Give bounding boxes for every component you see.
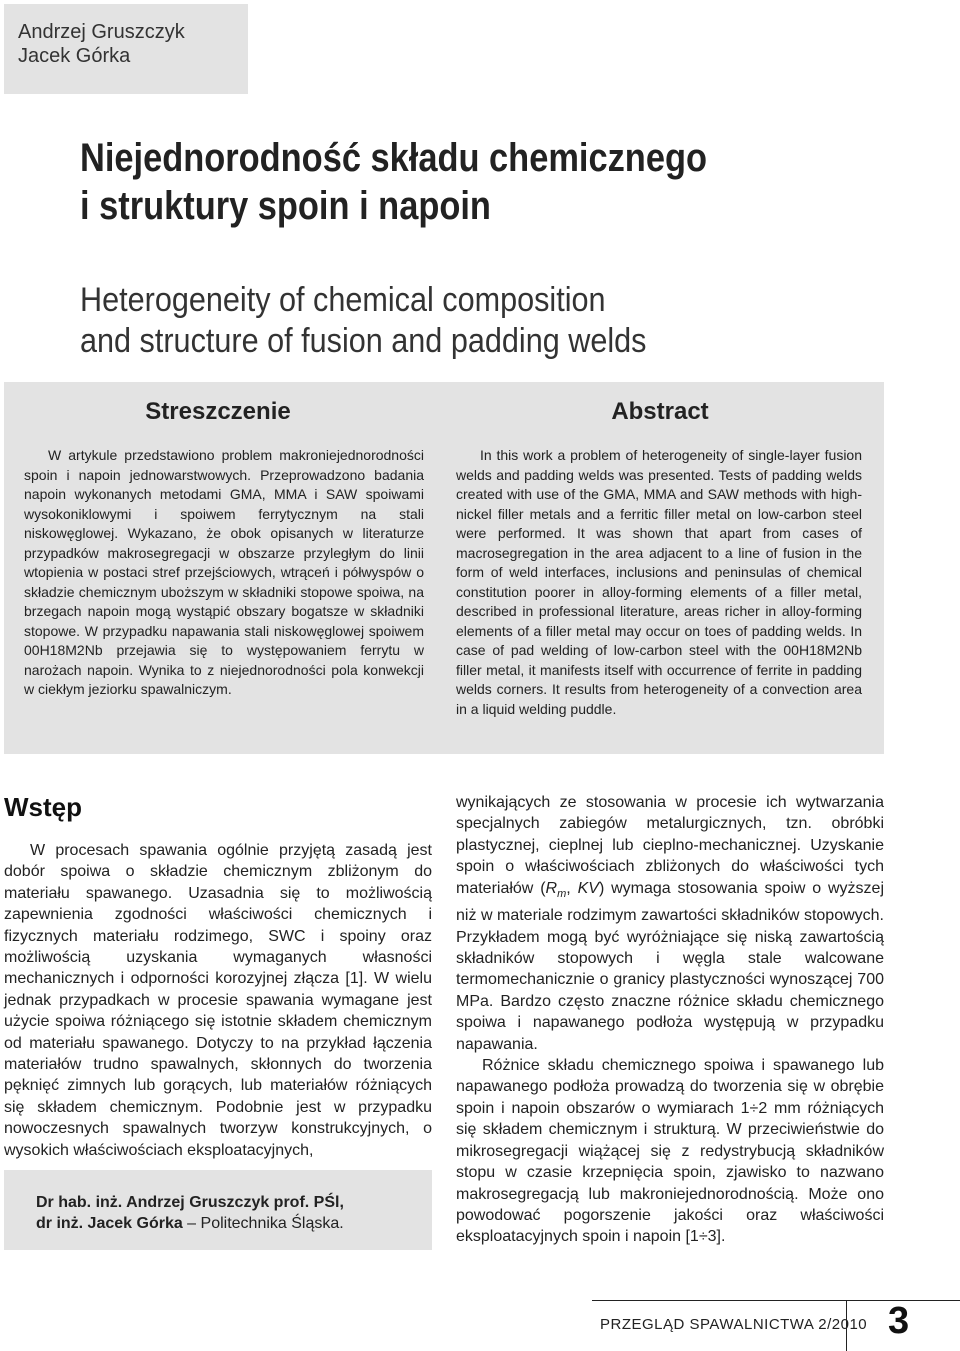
author-name: Jacek Górka — [18, 45, 131, 67]
intro-right-paragraph — [456, 1055, 884, 1248]
abstract-body: In this work a problem of heterogeneity of single-layer fusion welds and padding welds was presented. Tests of padding welds created with use of the GMA, MMA and SAW methods with high-nickel filler metals and a ferritic filler metal on low-carbon steel were performed. It was shown that apart from cases of macrosegregation in the area adjacent to a line of fusion in the form of weld interfaces, inclusions and peninsulas of chemical constitution poorer in alloy-forming elements of a filler metal, described in professional literature, areas richer in alloy-forming elements of a filler metal may occur on toes of padding welds. In case of pad welding of low-carbon steel with the 00H18M2Nb filler metal, it manifests itself with occurrence of ferrite in padding welds corners. It results from heterogeneity of a convection area in a liquid welding puddle. — [456, 447, 862, 717]
title-line: and structure of fusion and padding welds — [80, 322, 647, 360]
streszczenie-body: W artykule przedstawiono problem makroniejednorodności spoin i napoin jednowarstwowych. Przeprowadzono badania napoin wykonanych metodami GMA, MMA i SAW spoiwami wysokoniklowymi i spoiwem ferrytycznym na stali niskowęglowej. Wykazano, że obok opisanych w literaturze przypadków makrosegregacji w obszarze przyległym do linii wtopienia w postaci stref przejściowych, wtrąceń i półwyspów o składzie chemicznym uboższym w składniki stopowe spoiwa, na brzegach napoin mogą wystąpić obszary bogatsze w składniki stopowe. W przypadku napawania stali niskowęglowej spoiwem 00H18M2Nb przejawia się to występowaniem ferrytu w narożach napoin. Wynika to z niejednorodności pola konwekcji w ciekłym jeziorku spawalniczym. — [24, 447, 424, 697]
journal-name: PRZEGLĄD SPAWALNICTWA 2/2010 — [600, 1316, 868, 1333]
title-line: Heterogeneity of chemical composition — [80, 281, 606, 319]
authors-box — [4, 4, 248, 94]
affiliation-line2-institution: – Politechnika Śląska. — [182, 1215, 344, 1232]
article-title-english — [80, 280, 854, 362]
intro-left-column — [4, 840, 432, 1161]
section-heading-wstep: Wstęp — [4, 792, 82, 822]
intro-right-paragraph: wynikających ze stosowania w procesie ich wytwarzania specjalnych zabiegów metalurgicznych, tzn. obróbki plastycznej, cieplnej lub cieplno-mechanicznej. Uzyskanie spoin o właściwościach zbliżonych do właściwości tych materiałów ($R_m$, KV) wymaga stosowania spoiw o wyższej niż w materiale rodzimym zawartości składników stopowych. Przykładem mogą być wyróżniające się niską zawartością składników stopowych i węgla stale walcowane termomechanicznie o granicy plastyczności wynoszącej 700 MPa. Bardzo często znaczne różnice składu chemicznego spoiwa i napawanego podłoża występują w przypadku napawania. — [456, 794, 884, 1053]
affiliation — [36, 1192, 426, 1234]
page-number: 3 — [888, 1300, 910, 1342]
text-run: Różnice składu chemicznego spoiwa i spawanego lub napawanego podłoża prowadzą do tworzenia się w obrębie spoin i napoin obszarów o wymiarach 1÷2 mm różniących się składem chemicznym i strukturą. W przeciwieństwie do mikrosegregacji wiążącej się z redystrybucją składników stopu w czasie krzepnięcia spoin, zjawisko to nazwano makrosegregacją lub makroniejednorodnością. Może ono powodować pogorszenie jakości oraz właściwości eksploatacyjnych spoin i napoin [1÷3]. — [456, 1057, 884, 1246]
symbol-subscript: m — [557, 887, 567, 900]
streszczenie-text — [24, 446, 424, 700]
streszczenie-heading: Streszczenie — [145, 398, 291, 425]
abstract-heading: Abstract — [611, 398, 709, 425]
symbol-kv: KV — [577, 879, 599, 897]
abstract-text — [456, 446, 862, 719]
symbol-r: R — [545, 879, 558, 897]
title-line: i struktury spoin i napoin — [80, 184, 491, 228]
article-title-polish — [80, 134, 820, 230]
author-name: Andrzej Gruszczyk — [18, 21, 185, 43]
text-run: wynikających ze stosowania w procesie ich wytwarzania specjalnych zabiegów metalurgicznych, tzn. obróbki plastycznej, cieplnej lub cieplno-mechanicznej. Uzyskanie spoin o właściwościach zbliżonych do właściwości tych materiałów ( — [456, 794, 884, 897]
text-run: ) wymaga stosowania spoiw o wyższej niż w materiale rodzimym zawartości składników stopowych. Przykładem mogą być wyróżniające się niską zawartością składników stopowych i węgla stale walcowane termomechanicznie o granicy plastyczności wynoszącej 700 MPa. Bardzo często znaczne różnice składu chemicznego spoiwa i napawanego podłoża występują w przypadku napawania. — [456, 879, 884, 1053]
affiliation-line2-names: dr inż. Jacek Górka — [36, 1215, 183, 1232]
intro-right-column — [456, 792, 884, 1248]
affiliation-line1: Dr hab. inż. Andrzej Gruszczyk prof. PŚl, — [36, 1194, 344, 1211]
title-line: Niejednorodność składu chemicznego — [80, 136, 707, 180]
intro-left-text: W procesach spawania ogólnie przyjętą zasadą jest dobór spoiwa o składzie chemicznym zbliżonym do materiału spawanego. Uzasadnia się to możliwością zapewnienia zgodności właściwości chemicznych i fizycznych materiału rodzimego, SWC i spoiny oraz możliwością uzyskania wymaganych własności mechanicznych i odporności korozyjnej złącza [1]. W wielu jednak przypadkach w procesie spawania wymagane jest użycie spoiwa różniącego się istotnie składem chemicznym od materiału spawanego. Dotyczy to na przykład łączenia materiałów trudno spawalnych, skłonnych do tworzenia pęknięć zimnych lub gorących, lub materiałów różniących się składem chemicznym. Podobnie jest w przypadku nowoczesnych spawalnych tworzyw konstrukcyjnych, o wysokich właściwościach eksploatacyjnych, — [4, 842, 432, 1159]
